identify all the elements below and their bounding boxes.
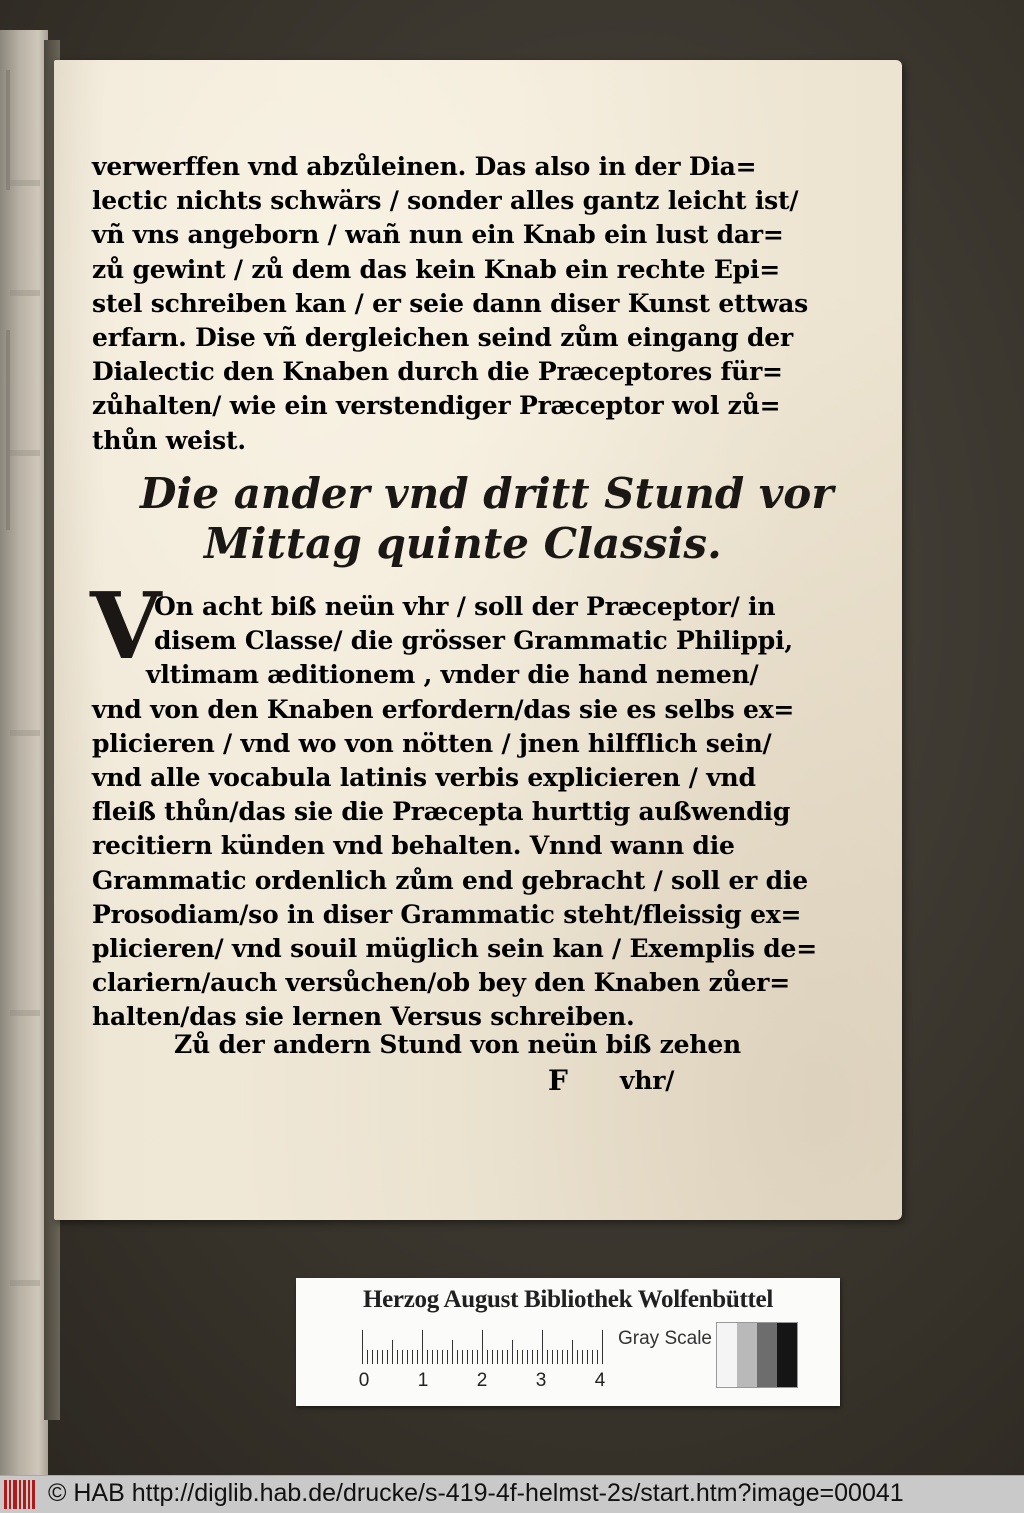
text-line: Grammatic ordenlich zům end gebracht / soll er die	[92, 865, 808, 895]
ghost-text	[10, 730, 40, 736]
text-line: vltimam æditionem , vnder die hand nemen/	[146, 660, 759, 690]
text-line: stel schreiben kan / er seie dann diser Kunst ettwas	[92, 288, 808, 318]
ruler-tick	[422, 1330, 423, 1364]
ruler-tick	[387, 1350, 388, 1364]
ruler-tick	[362, 1330, 363, 1364]
ruler-number: 2	[476, 1370, 488, 1391]
ruler-tick	[437, 1350, 438, 1364]
drop-cap: V	[90, 572, 162, 680]
page-edge-shadow	[6, 70, 10, 190]
ruler-tick	[462, 1350, 463, 1364]
text-line: verwerffen vnd abzůleinen. Das also in der Dia=	[92, 152, 757, 181]
text-line: lectic nichts schwärs / sonder alles gantz leicht ist/	[92, 186, 799, 216]
ruler-tick	[482, 1330, 483, 1364]
text-line: Dialectic den Knaben durch die Præceptores für=	[92, 357, 783, 387]
text-line: disem Classe/ die grösser Grammatic Philippi,	[154, 626, 793, 656]
ruler-tick	[412, 1350, 413, 1364]
ruler-tick	[392, 1340, 393, 1364]
ruler-tick	[562, 1350, 563, 1364]
text-line: vnd alle vocabula latinis verbis explicieren / vnd	[92, 763, 756, 792]
catchword: vhr/	[620, 1066, 675, 1095]
catch-line: Zů der andern Stund von neün biß zehen	[174, 1030, 741, 1059]
ruler-tick	[557, 1350, 558, 1364]
ruler-tick	[587, 1350, 588, 1364]
ghost-text	[10, 450, 40, 456]
text-line: vnd von den Knaben erfordern/das sie es selbs ex=	[92, 694, 795, 724]
text-line: zů gewint / zů dem das kein Knab ein rechte Epi=	[92, 254, 781, 284]
ruler-tick	[502, 1350, 503, 1364]
ruler-tick	[517, 1350, 518, 1364]
ruler-tick	[457, 1350, 458, 1364]
ruler-tick	[522, 1350, 523, 1364]
ruler-tick	[382, 1350, 383, 1364]
ruler-tick	[492, 1350, 493, 1364]
ruler-tick	[472, 1350, 473, 1364]
ruler-tick	[542, 1330, 543, 1364]
ruler-tick	[447, 1350, 448, 1364]
ruler-tick	[577, 1350, 578, 1364]
text-line: erfarn. Dise vñ dergleichen seind zům eingang der	[92, 323, 793, 352]
footer-copyright-link[interactable]: © HAB http://diglib.hab.de/drucke/s-419-4f-helmst-2s/start.htm?image=00041	[48, 1479, 904, 1507]
ruler-tick	[582, 1350, 583, 1364]
ruler-tick	[497, 1350, 498, 1364]
ruler-tick	[527, 1350, 528, 1364]
ruler-tick	[597, 1350, 598, 1364]
hab-logo-icon	[4, 1480, 35, 1509]
text-line: clariern/auch versůchen/ob bey den Knaben zůer=	[92, 968, 791, 998]
page-edge-shadow	[6, 330, 10, 530]
gray-swatch	[737, 1323, 757, 1387]
ruler-tick	[592, 1350, 593, 1364]
ruler-number: 3	[535, 1370, 547, 1391]
gray-swatch	[757, 1323, 777, 1387]
ruler-number: 1	[417, 1370, 429, 1391]
ruler	[362, 1330, 606, 1364]
ghost-text	[10, 1010, 40, 1016]
gray-scale-label: Gray Scale	[618, 1328, 712, 1349]
ruler-tick	[442, 1350, 443, 1364]
ruler-tick	[602, 1330, 603, 1364]
text-line: thůn weist.	[92, 425, 246, 455]
ruler-tick	[452, 1340, 453, 1364]
ruler-tick	[567, 1350, 568, 1364]
ruler-tick	[407, 1350, 408, 1364]
book-page	[54, 60, 902, 1220]
section-heading-line-1: Die ander vnd dritt Stund vor	[140, 469, 834, 518]
ruler-tick	[377, 1350, 378, 1364]
ruler-tick	[547, 1350, 548, 1364]
gray-swatch	[777, 1323, 797, 1387]
ruler-tick	[477, 1350, 478, 1364]
text-line: zůhalten/ wie ein verstendiger Præceptor wol zů=	[92, 391, 781, 421]
ruler-tick	[487, 1350, 488, 1364]
ruler-tick	[367, 1350, 368, 1364]
text-line: plicieren/ vnd souil müglich sein kan / Exemplis de=	[92, 934, 818, 963]
signature-mark: F	[548, 1064, 568, 1097]
ruler-tick	[432, 1350, 433, 1364]
ruler-tick	[402, 1350, 403, 1364]
text-line: fleiß thůn/das sie die Præcepta hurttig außwendig	[92, 797, 791, 827]
ruler-tick	[572, 1340, 573, 1364]
text-line: On acht biß neün vhr / soll der Præceptor/ in	[154, 592, 776, 621]
ruler-tick	[532, 1350, 533, 1364]
text-line: vñ vns angeborn / wañ nun ein Knab ein lust dar=	[92, 220, 784, 250]
text-line: halten/das sie lernen Versus schreiben.	[92, 1002, 635, 1032]
card-title: Herzog August Bibliothek Wolfenbüttel	[362, 1286, 773, 1313]
ghost-text	[10, 1280, 40, 1286]
ruler-number: 0	[358, 1370, 370, 1391]
facing-page-edge	[0, 30, 48, 1475]
ruler-tick	[537, 1350, 538, 1364]
section-heading-line-2: Mittag quinte Classis.	[204, 519, 722, 568]
reference-card	[296, 1278, 840, 1406]
ghost-text	[10, 290, 40, 296]
ruler-number: 4	[594, 1370, 606, 1391]
text-line: Prosodiam/so in diser Grammatic steht/fleissig ex=	[92, 899, 802, 929]
text-line: recitiern künden vnd behalten. Vnnd wann die	[92, 831, 735, 861]
ruler-tick	[507, 1350, 508, 1364]
gray-scale-swatches	[716, 1322, 798, 1388]
ruler-tick	[552, 1350, 553, 1364]
text-line: plicieren / vnd wo von nötten / jnen hilfflich sein/	[92, 728, 772, 758]
ruler-tick	[417, 1350, 418, 1364]
gray-swatch	[717, 1323, 737, 1387]
ruler-tick	[467, 1350, 468, 1364]
ruler-tick	[372, 1350, 373, 1364]
ruler-tick	[397, 1350, 398, 1364]
ghost-text	[10, 180, 40, 186]
ruler-tick	[427, 1350, 428, 1364]
ruler-tick	[512, 1340, 513, 1364]
footer-bar	[0, 1475, 1024, 1513]
